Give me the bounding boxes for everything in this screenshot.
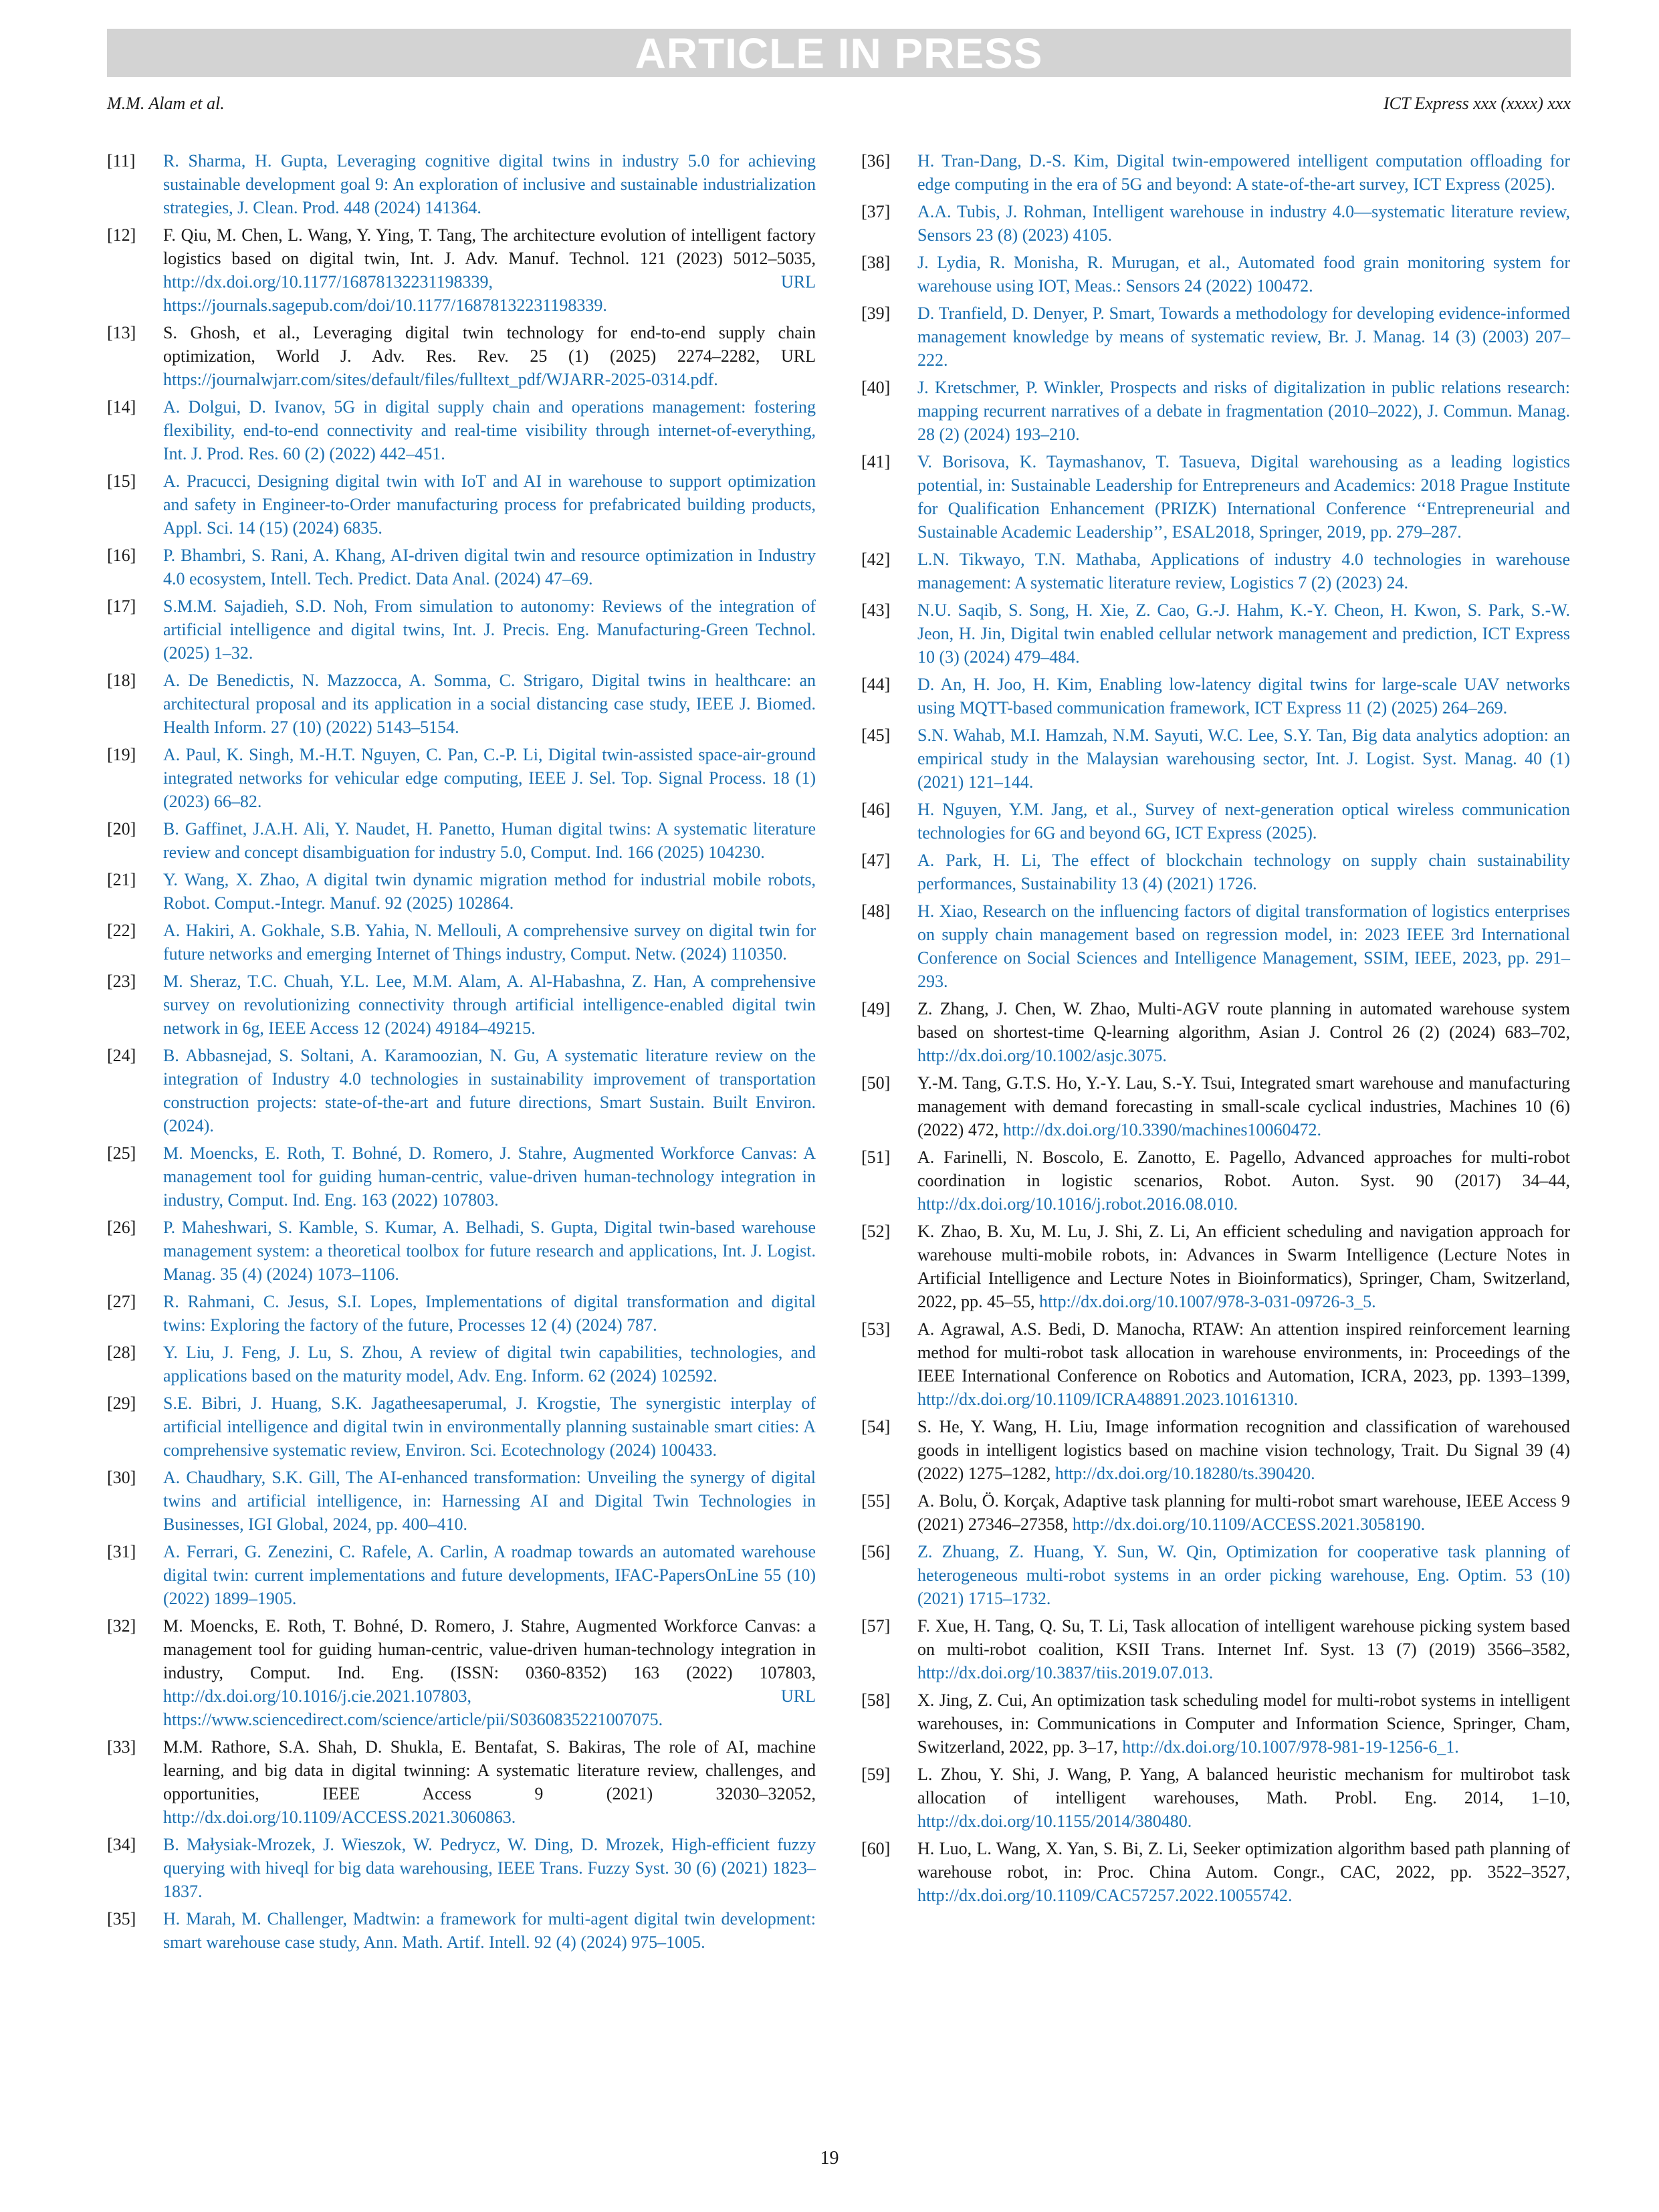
reference-item[interactable] — [107, 1392, 816, 1462]
reference-text[interactable] — [917, 798, 1570, 845]
reference-number: [59] — [861, 1765, 891, 1784]
reference-citation: S.N. Wahab, M.I. Hamzah, N.M. Sayuti, W.C. Lee, S.Y. Tan, Big data analytics adoption: an empirical study in the Malaysian warehousing sector, Int. J. Logist. Syst. Manag. 40 (1) (2021) 121–144. — [917, 726, 1570, 792]
reference-item — [861, 1688, 1570, 1759]
reference-text — [917, 1071, 1570, 1141]
reference-item — [861, 997, 1570, 1067]
reference-text[interactable] — [163, 1907, 816, 1954]
doi-link[interactable]: http://dx.doi.org/10.1109/ACCESS.2021.3058190. — [1072, 1515, 1426, 1534]
reference-citation: N.U. Saqib, S. Song, H. Xie, Z. Cao, G.-J. Hahm, K.-Y. Cheon, H. Kwon, S. Park, S.-W. Jeon, H. Jin, Digital twin enabled cellular network management and prediction, ICT Express 10 (3) (2024) 479–484. — [917, 600, 1570, 667]
reference-citation: P. Bhambri, S. Rani, A. Khang, AI-driven digital twin and resource optimization in Industry 4.0 ecosystem, Intell. Tech. Predict. Data Anal. (2024) 47–69. — [163, 546, 816, 588]
reference-citation: Z. Zhang, J. Chen, W. Zhao, Multi-AGV route planning in automated warehouse system based on shortest-time Q-learning algorithm, Asian J. Control 26 (2) (2024) 683–702, — [917, 999, 1570, 1042]
reference-number: [43] — [861, 600, 891, 620]
reference-text — [917, 1489, 1570, 1536]
reference-citation: L.N. Tikwayo, T.N. Mathaba, Applications of industry 4.0 technologies in warehouse management: A systematic literature review, Logistics 7 (2) (2023) 24. — [917, 550, 1570, 592]
reference-item[interactable] — [107, 544, 816, 590]
reference-item[interactable] — [107, 1216, 816, 1286]
reference-number: [50] — [861, 1073, 891, 1093]
reference-text — [917, 997, 1570, 1067]
reference-item — [861, 1145, 1570, 1216]
reference-item[interactable] — [107, 970, 816, 1040]
reference-text[interactable] — [917, 450, 1570, 544]
reference-citation: H. Xiao, Research on the influencing factors of digital transformation of logistics enterprises on supply chain management based on regression model, in: 2023 IEEE 3rd International Conference on Social Sciences and Intelligence Management, SSIM, IEEE, 2023, pp. 291–293. — [917, 901, 1570, 991]
reference-citation: H. Tran-Dang, D.-S. Kim, Digital twin-empowered intelligent computation offloading for edge computing in the era of 5G and beyond: A state-of-the-art survey, ICT Express (2025). — [917, 151, 1570, 194]
reference-item — [861, 1763, 1570, 1833]
reference-text — [163, 321, 816, 391]
reference-number: [45] — [861, 726, 891, 745]
reference-item[interactable] — [107, 1141, 816, 1212]
journal-header: ICT Express xxx (xxxx) xxx — [1383, 94, 1571, 113]
reference-number: [32] — [107, 1616, 136, 1636]
reference-number: [51] — [861, 1147, 891, 1167]
reference-number: [21] — [107, 870, 136, 889]
references-right-column — [861, 149, 1570, 1911]
reference-item[interactable] — [861, 798, 1570, 845]
reference-item[interactable] — [861, 899, 1570, 993]
reference-item — [107, 1614, 816, 1731]
reference-text — [917, 1614, 1570, 1684]
doi-link[interactable]: http://dx.doi.org/10.1002/asjc.3075. — [917, 1046, 1167, 1065]
reference-citation: A. Bolu, Ö. Korçak, Adaptive task planning for multi-robot smart warehouse, IEEE Access 9 (2021) 27346–27358, — [917, 1491, 1570, 1534]
reference-item — [107, 321, 816, 391]
reference-item — [861, 1220, 1570, 1313]
reference-citation: A. Ferrari, G. Zenezini, C. Rafele, A. Carlin, A roadmap towards an automated warehouse digital twin: current implementations and future developments, IFAC-PapersOnLine 55 (10) (2022) 1899–1905. — [163, 1542, 816, 1608]
reference-item[interactable] — [861, 302, 1570, 372]
reference-text[interactable] — [163, 1466, 816, 1536]
reference-citation: L. Zhou, Y. Shi, J. Wang, P. Yang, A balanced heuristic mechanism for multirobot task allocation of intelligent warehouses, Math. Probl. Eng. 2014, 1–10, — [917, 1765, 1570, 1807]
reference-citation: A. Chaudhary, S.K. Gill, The AI-enhanced transformation: Unveiling the synergy of digital twins and artificial intelligence, in: Harnessing AI and Digital Twin Technologies in Businesses, IGI Global, 2024, pp. 400–410. — [163, 1468, 816, 1534]
reference-citation: M.M. Rathore, S.A. Shah, D. Shukla, E. Bentafat, S. Bakiras, The role of AI, machine learning, and big data in digital twinning: A systematic literature review, challenges, and opportunities, IEEE Access 9 (2021) 32030–32052, — [163, 1737, 816, 1803]
reference-item[interactable] — [861, 251, 1570, 298]
reference-item[interactable] — [107, 149, 816, 219]
reference-number: [17] — [107, 596, 136, 616]
reference-text[interactable] — [163, 469, 816, 540]
reference-text[interactable] — [163, 1216, 816, 1286]
reference-item[interactable] — [107, 817, 816, 864]
reference-citation: P. Maheshwari, S. Kamble, S. Kumar, A. Belhadi, S. Gupta, Digital twin-based warehouse management system: a theoretical toolbox for future research and applications, Int. J. Logist. Manag. 35 (4) (2024) 1073–1106. — [163, 1218, 816, 1284]
reference-text[interactable] — [163, 743, 816, 813]
reference-number: [27] — [107, 1292, 136, 1311]
reference-text[interactable] — [163, 149, 816, 219]
reference-number: [57] — [861, 1616, 891, 1636]
page-number: 19 — [820, 2148, 839, 2169]
reference-number: [33] — [107, 1737, 136, 1757]
reference-citation: H. Nguyen, Y.M. Jang, et al., Survey of next-generation optical wireless communication technologies for 6G and beyond 6G, ICT Express (2025). — [917, 800, 1570, 843]
reference-text[interactable] — [163, 594, 816, 665]
reference-item — [107, 1735, 816, 1829]
reference-citation: F. Xue, H. Tang, Q. Su, T. Li, Task allocation of intelligent warehouse picking system based on multi-robot coalition, KSII Trans. Internet Inf. Syst. 13 (7) (2019) 3566–3582, — [917, 1616, 1570, 1659]
reference-number: [53] — [861, 1319, 891, 1339]
doi-link[interactable]: http://dx.doi.org/10.1109/ACCESS.2021.3060863. — [163, 1807, 516, 1827]
reference-number: [15] — [107, 471, 136, 491]
reference-citation: H. Luo, L. Wang, X. Yan, S. Bi, Z. Li, Seeker optimization algorithm based path planning of warehouse robot, in: Proc. China Autom. Congr., CAC, 2022, pp. 3522–3527, — [917, 1839, 1570, 1882]
reference-item[interactable] — [861, 1540, 1570, 1610]
reference-item[interactable] — [107, 669, 816, 739]
reference-number: [23] — [107, 972, 136, 991]
reference-citation: A. Paul, K. Singh, M.-H.T. Nguyen, C. Pan, C.-P. Li, Digital twin-assisted space-air-ground integrated networks for vehicular edge computing, IEEE J. Sel. Top. Signal Process. 18 (1) (2023) 66–82. — [163, 745, 816, 811]
reference-number: [47] — [861, 851, 891, 870]
reference-number: [18] — [107, 671, 136, 690]
reference-citation: A. Farinelli, N. Boscolo, E. Zanotto, E. Pagello, Advanced approaches for multi-robot coordination in logistic scenarios, Robot. Auton. Syst. 90 (2017) 34–44, — [917, 1147, 1570, 1190]
reference-text[interactable] — [917, 149, 1570, 196]
doi-link[interactable]: http://dx.doi.org/10.1155/2014/380480. — [917, 1811, 1192, 1831]
reference-citation: R. Rahmani, C. Jesus, S.I. Lopes, Implementations of digital transformation and digital twins: Exploring the factory of the future, Processes 12 (4) (2024) 787. — [163, 1292, 816, 1335]
reference-item — [861, 1415, 1570, 1485]
doi-link[interactable]: http://dx.doi.org/10.3837/tiis.2019.07.013. — [917, 1663, 1214, 1682]
reference-text — [917, 1688, 1570, 1759]
reference-citation: H. Marah, M. Challenger, Madtwin: a framework for multi-agent digital twin development: smart warehouse case study, Ann. Math. Artif. Intell. 92 (4) (2024) 975–1005. — [163, 1909, 816, 1952]
reference-number: [29] — [107, 1394, 136, 1413]
reference-text — [917, 1763, 1570, 1833]
reference-citation: A. Hakiri, A. Gokhale, S.B. Yahia, N. Mellouli, A comprehensive survey on digital twin for future networks and emerging Internet of Things industry, Comput. Netw. (2024) 110350. — [163, 921, 816, 964]
reference-text — [163, 223, 816, 317]
reference-citation: S. He, Y. Wang, H. Liu, Image information recognition and classification of warehoused goods in intelligent logistics based on machine vision technology, Trait. Du Signal 39 (4) (2022) 1275–1282, — [917, 1417, 1570, 1483]
reference-text[interactable] — [163, 868, 816, 915]
reference-citation: J. Kretschmer, P. Winkler, Prospects and risks of digitalization in public relations research: mapping recurrent narratives of a debate in fragmentation (2010–2022), J. Commun. Manag. 28 (2) (2024) 193–210. — [917, 378, 1570, 444]
reference-citation: A. Agrawal, A.S. Bedi, D. Manocha, RTAW: An attention inspired reinforcement learning method for multi-robot task allocation in warehouse environments, in: Proceedings of the IEEE International Conference on Robotics and Automation, ICRA, 2023, pp. 1393–1399, — [917, 1319, 1570, 1386]
reference-text — [917, 1220, 1570, 1313]
reference-text — [163, 1735, 816, 1829]
reference-item[interactable] — [861, 598, 1570, 669]
reference-text — [163, 1614, 816, 1731]
reference-item[interactable] — [861, 548, 1570, 594]
reference-text — [917, 1415, 1570, 1485]
reference-text[interactable] — [163, 919, 816, 966]
reference-number: [52] — [861, 1222, 891, 1241]
reference-text[interactable] — [163, 669, 816, 739]
reference-number: [16] — [107, 546, 136, 565]
reference-number: [58] — [861, 1690, 891, 1710]
reference-number: [34] — [107, 1835, 136, 1854]
reference-item[interactable] — [861, 724, 1570, 794]
doi-link[interactable]: http://dx.doi.org/10.3390/machines10060472. — [1002, 1120, 1321, 1139]
reference-number: [22] — [107, 921, 136, 940]
reference-item[interactable] — [107, 1044, 816, 1137]
reference-item[interactable] — [107, 868, 816, 915]
reference-item[interactable] — [107, 919, 816, 966]
reference-number: [44] — [861, 675, 891, 694]
reference-number: [46] — [861, 800, 891, 819]
reference-text[interactable] — [163, 817, 816, 864]
reference-citation: D. An, H. Joo, H. Kim, Enabling low-latency digital twins for large-scale UAV networks using MQTT-based communication framework, ICT Express 11 (2) (2025) 264–269. — [917, 675, 1570, 717]
reference-text[interactable] — [163, 970, 816, 1040]
reference-citation: S.M.M. Sajadieh, S.D. Noh, From simulation to autonomy: Reviews of the integration of artificial intelligence and digital twins, Int. J. Precis. Eng. Manufacturing-Green Technol. (2025) 1–32. — [163, 596, 816, 663]
reference-item[interactable] — [861, 450, 1570, 544]
article-in-press-banner: ARTICLE IN PRESS — [107, 29, 1571, 77]
reference-citation: J. Lydia, R. Monisha, R. Murugan, et al., Automated food grain monitoring system for warehouse using IOT, Meas.: Sensors 24 (2022) 100472. — [917, 253, 1570, 296]
reference-citation: A. De Benedictis, N. Mazzocca, A. Somma, C. Strigaro, Digital twins in healthcare: an architectural proposal and its application in a social distancing case study, IEEE J. Biomed. Health Inform. 27 (10) (2022) 5143–5154. — [163, 671, 816, 737]
reference-item[interactable] — [107, 1540, 816, 1610]
reference-text[interactable] — [163, 544, 816, 590]
reference-text — [917, 1317, 1570, 1411]
doi-link[interactable]: http://dx.doi.org/10.1177/16878132231198339, URL https://journals.sagepub.com/doi/10.1177/16878132231198339. — [163, 272, 816, 315]
doi-link[interactable]: http://dx.doi.org/10.1109/CAC57257.2022.10055742. — [917, 1886, 1293, 1905]
reference-text[interactable] — [917, 899, 1570, 993]
reference-item[interactable] — [107, 1907, 816, 1954]
reference-number: [36] — [861, 151, 891, 171]
doi-link[interactable]: http://dx.doi.org/10.18280/ts.390420. — [1055, 1464, 1315, 1483]
reference-number: [25] — [107, 1143, 136, 1163]
reference-text[interactable] — [163, 1044, 816, 1137]
reference-citation: R. Sharma, H. Gupta, Leveraging cognitive digital twins in industry 5.0 for achieving sustainable development goal 9: An exploration of inclusive and sustainable industrialization strategies, J. Clean. Prod. 448 (2024) 141364. — [163, 151, 816, 217]
reference-text[interactable] — [917, 673, 1570, 720]
reference-number: [48] — [861, 901, 891, 921]
reference-item — [861, 1317, 1570, 1411]
reference-text[interactable] — [917, 1540, 1570, 1610]
reference-number: [13] — [107, 323, 136, 342]
reference-text[interactable] — [917, 251, 1570, 298]
reference-number: [56] — [861, 1542, 891, 1561]
reference-citation: M. Moencks, E. Roth, T. Bohné, D. Romero, J. Stahre, Augmented Workforce Canvas: A management tool for guiding human-centric, value-driven human-technology integration in industry, Comput. Ind. Eng. 163 (2022) 107803. — [163, 1143, 816, 1210]
reference-item[interactable] — [107, 469, 816, 540]
reference-number: [40] — [861, 378, 891, 397]
reference-citation: B. Abbasnejad, S. Soltani, A. Karamoozian, N. Gu, A systematic literature review on the integration of Industry 4.0 technologies in sustainability improvement of transportation construction projects: state-of-the-art and future directions, Smart Sustain. Built Environ. (2024). — [163, 1046, 816, 1135]
reference-citation: Y. Wang, X. Zhao, A digital twin dynamic migration method for industrial mobile robots, Robot. Comput.-Integr. Manuf. 92 (2025) 102864. — [163, 870, 816, 913]
reference-citation: V. Borisova, K. Taymashanov, T. Tasueva, Digital warehousing as a leading logistics potential, in: Sustainable Leadership for Entrepreneurs and Academics: 2018 Prague Institute for Qualification Enhancement (PRIZK) International Conference ‘‘Entrepreneurial and Sustainable Academic Leadership’’, ESAL2018, Springer, 2019, pp. 279–287. — [917, 452, 1570, 542]
reference-citation: F. Qiu, M. Chen, L. Wang, Y. Ying, T. Tang, The architecture evolution of intelligent factory logistics based on digital twin, Int. J. Adv. Manuf. Technol. 121 (2023) 5012–5035, — [163, 225, 816, 268]
reference-text[interactable] — [163, 1141, 816, 1212]
reference-item[interactable] — [107, 594, 816, 665]
reference-text[interactable] — [917, 200, 1570, 247]
references-left-column — [107, 149, 816, 1958]
reference-text[interactable] — [917, 598, 1570, 669]
reference-citation: A. Pracucci, Designing digital twin with IoT and AI in warehouse to support optimization and safety in Engineer-to-Order manufacturing process for prefabricated building products, Appl. Sci. 14 (15) (2024) 6835. — [163, 471, 816, 538]
reference-citation: K. Zhao, B. Xu, M. Lu, J. Shi, Z. Li, An efficient scheduling and navigation approach for warehouse multi-mobile robots, in: Advances in Swarm Intelligence (Lecture Notes in Artificial Intelligence and Lecture Notes in Bioinformatics), Springer, Cham, Switzerland, 2022, pp. 45–55, — [917, 1222, 1570, 1311]
reference-number: [20] — [107, 819, 136, 839]
reference-item[interactable] — [107, 1341, 816, 1388]
reference-number: [60] — [861, 1839, 891, 1858]
reference-citation: M. Moencks, E. Roth, T. Bohné, D. Romero, J. Stahre, Augmented Workforce Canvas: a management tool for guiding human-centric, value-driven human-technology integration in industry, Comput. Ind. Eng. (ISSN: 0360-8352) 163 (2022) 107803, — [163, 1616, 816, 1682]
reference-item[interactable] — [861, 673, 1570, 720]
reference-number: [31] — [107, 1542, 136, 1561]
reference-number: [37] — [861, 202, 891, 221]
reference-item[interactable] — [107, 743, 816, 813]
reference-item[interactable] — [861, 376, 1570, 446]
reference-number: [26] — [107, 1218, 136, 1237]
reference-text[interactable] — [163, 1392, 816, 1462]
doi-link[interactable]: http://dx.doi.org/10.1007/978-3-031-09726-3_5. — [1039, 1292, 1376, 1311]
reference-number: [39] — [861, 304, 891, 323]
reference-item[interactable] — [861, 849, 1570, 895]
doi-link[interactable]: http://dx.doi.org/10.1016/j.cie.2021.107803, URL https://www.sciencedirect.com/science/article/pii/S0360835221007075. — [163, 1686, 816, 1729]
reference-text[interactable] — [163, 1290, 816, 1337]
reference-number: [19] — [107, 745, 136, 764]
reference-citation: A. Park, H. Li, The effect of blockchain technology on supply chain sustainability performances, Sustainability 13 (4) (2021) 1726. — [917, 851, 1570, 893]
reference-item — [861, 1071, 1570, 1141]
reference-number: [49] — [861, 999, 891, 1018]
reference-number: [54] — [861, 1417, 891, 1436]
reference-number: [35] — [107, 1909, 136, 1928]
reference-item[interactable] — [861, 149, 1570, 196]
reference-citation: Z. Zhuang, Z. Huang, Y. Sun, W. Qin, Optimization for cooperative task planning of heterogeneous multi-robot systems in an order picking warehouse, Eng. Optim. 53 (10) (2021) 1715–1732. — [917, 1542, 1570, 1608]
reference-item[interactable] — [861, 200, 1570, 247]
reference-number: [24] — [107, 1046, 136, 1065]
reference-number: [38] — [861, 253, 891, 272]
reference-citation: Y. Liu, J. Feng, J. Lu, S. Zhou, A review of digital twin capabilities, technologies, and applications based on the maturity model, Adv. Eng. Inform. 62 (2024) 102592. — [163, 1343, 816, 1386]
reference-citation: A. Dolgui, D. Ivanov, 5G in digital supply chain and operations management: fostering flexibility, end-to-end connectivity and real-time visibility through internet-of-everything, Int. J. Prod. Res. 60 (2) (2022) 442–451. — [163, 397, 816, 463]
author-header: M.M. Alam et al. — [107, 94, 225, 113]
reference-item — [861, 1614, 1570, 1684]
reference-text[interactable] — [917, 548, 1570, 594]
reference-item[interactable] — [107, 1833, 816, 1903]
reference-number: [14] — [107, 397, 136, 417]
reference-text[interactable] — [917, 376, 1570, 446]
doi-link[interactable]: http://dx.doi.org/10.1007/978-981-19-1256-6_1. — [1122, 1737, 1459, 1757]
reference-number: [55] — [861, 1491, 891, 1511]
reference-number: [30] — [107, 1468, 136, 1487]
reference-item — [861, 1489, 1570, 1536]
doi-link[interactable]: http://dx.doi.org/10.1109/ICRA48891.2023.10161310. — [917, 1390, 1299, 1409]
reference-item — [861, 1837, 1570, 1907]
reference-text[interactable] — [917, 724, 1570, 794]
reference-citation: Y.-M. Tang, G.T.S. Ho, Y.-Y. Lau, S.-Y. Tsui, Integrated smart warehouse and manufacturing management with demand forecasting in small-scale cyclical industries, Machines 10 (6) (2022) 472, — [917, 1073, 1570, 1139]
reference-citation: X. Jing, Z. Cui, An optimization task scheduling model for multi-robot systems in intelligent warehouses, in: Communications in Computer and Information Science, Springer, Cham, Switzerland, 2022, pp. 3–17, — [917, 1690, 1570, 1757]
doi-link[interactable]: http://dx.doi.org/10.1016/j.robot.2016.08.010. — [917, 1194, 1238, 1214]
reference-text[interactable] — [163, 1833, 816, 1903]
reference-citation: A.A. Tubis, J. Rohman, Intelligent warehouse in industry 4.0—systematic literature review, Sensors 23 (8) (2023) 4105. — [917, 202, 1570, 245]
reference-number: [28] — [107, 1343, 136, 1362]
reference-text[interactable] — [163, 1341, 816, 1388]
reference-text — [917, 1837, 1570, 1907]
reference-number: [42] — [861, 550, 891, 569]
reference-item[interactable] — [107, 1466, 816, 1536]
reference-item[interactable] — [107, 395, 816, 465]
reference-item — [107, 223, 816, 317]
reference-text[interactable] — [917, 849, 1570, 895]
reference-citation: M. Sheraz, T.C. Chuah, Y.L. Lee, M.M. Alam, A. Al-Habashna, Z. Han, A comprehensive survey on revolutionizing connectivity through artificial intelligence-enabled digital twin network in 6g, IEEE Access 12 (2024) 49184–49215. — [163, 972, 816, 1038]
reference-citation: S. Ghosh, et al., Leveraging digital twin technology for end-to-end supply chain optimization, World J. Adv. Res. Rev. 25 (1) (2025) 2274–2282, URL — [163, 323, 816, 366]
reference-number: [12] — [107, 225, 136, 245]
reference-text[interactable] — [163, 1540, 816, 1610]
doi-link[interactable]: https://journalwjarr.com/sites/default/files/fulltext_pdf/WJARR-2025-0314.pdf. — [163, 370, 718, 389]
reference-citation: S.E. Bibri, J. Huang, S.K. Jagatheesaperumal, J. Krogstie, The synergistic interplay of artificial intelligence and digital twin in environmentally planning sustainable smart cities: A comprehensive systematic review, Environ. Sci. Ecotechnology (2024) 100433. — [163, 1394, 816, 1460]
reference-number: [41] — [861, 452, 891, 471]
reference-number: [11] — [107, 151, 136, 171]
reference-text — [917, 1145, 1570, 1216]
reference-citation: B. Małysiak-Mrozek, J. Wieszok, W. Pedrycz, W. Ding, D. Mrozek, High-efficient fuzzy querying with hiveql for big data warehousing, IEEE Trans. Fuzzy Syst. 30 (6) (2021) 1823–1837. — [163, 1835, 816, 1901]
reference-item[interactable] — [107, 1290, 816, 1337]
reference-citation: B. Gaffinet, J.A.H. Ali, Y. Naudet, H. Panetto, Human digital twins: A systematic literature review and concept disambiguation for industry 5.0, Comput. Ind. 166 (2025) 104230. — [163, 819, 816, 862]
reference-text[interactable] — [163, 395, 816, 465]
reference-citation: D. Tranfield, D. Denyer, P. Smart, Towards a methodology for developing evidence-informed management knowledge by means of systematic review, Br. J. Manag. 14 (3) (2003) 207–222. — [917, 304, 1570, 370]
reference-text[interactable] — [917, 302, 1570, 372]
